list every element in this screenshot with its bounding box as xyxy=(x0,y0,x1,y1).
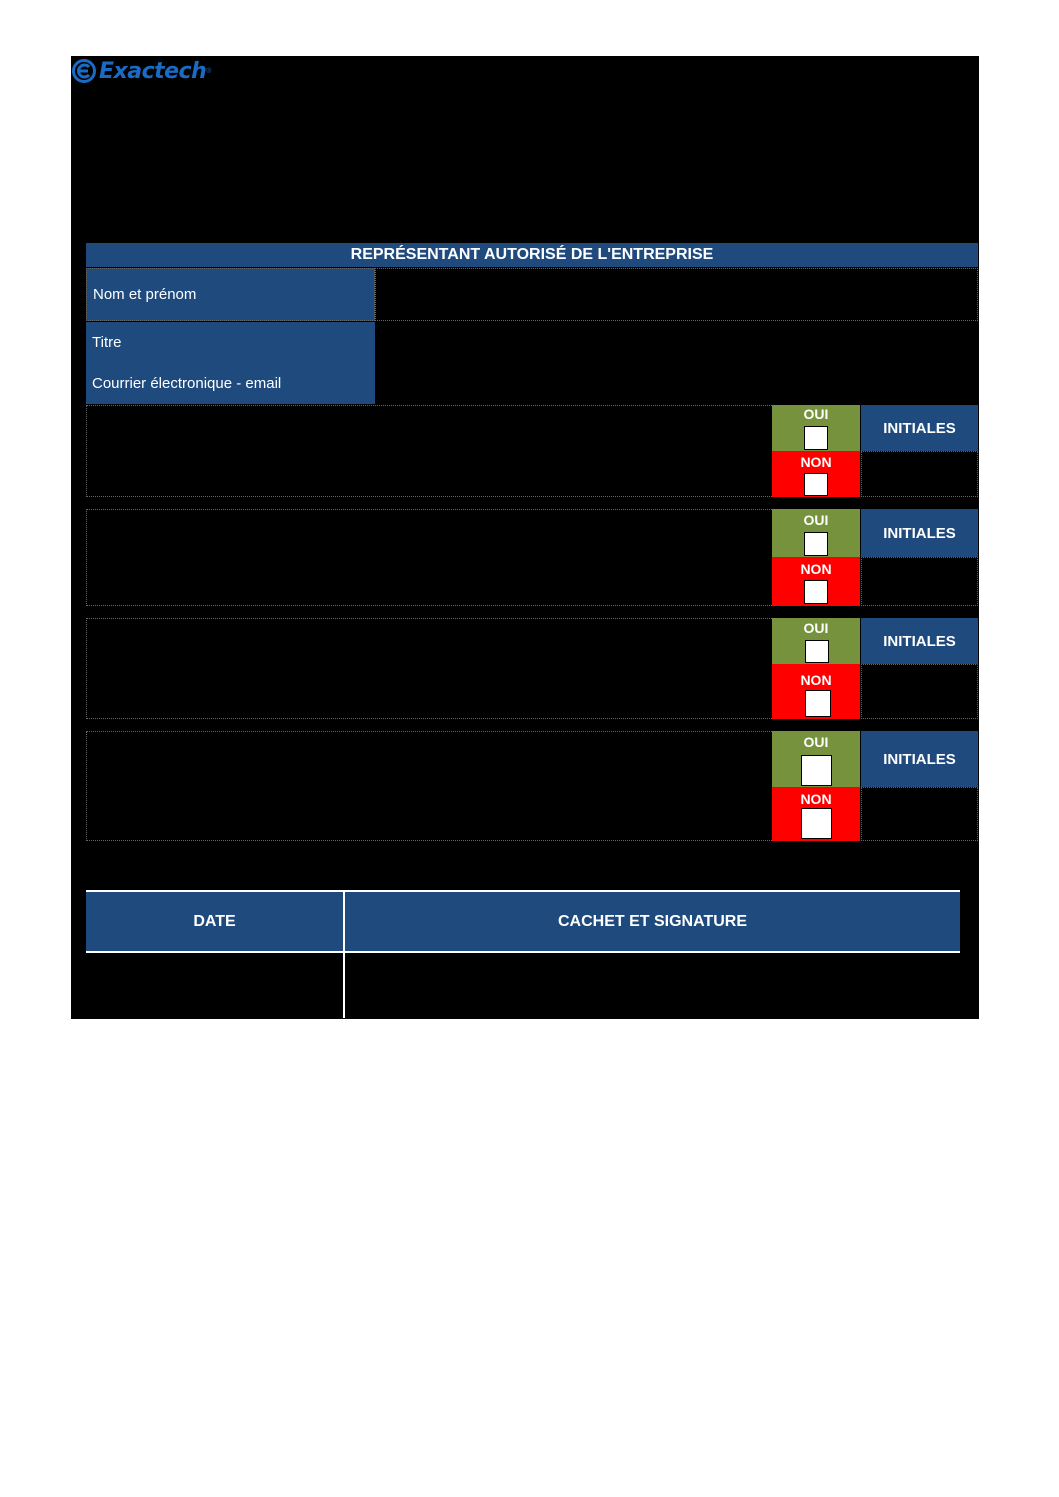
yes-label: OUI xyxy=(803,406,829,422)
initials-field-4[interactable] xyxy=(861,787,978,841)
name-field[interactable] xyxy=(375,268,978,321)
yes-checkbox-2[interactable] xyxy=(804,532,828,556)
company-logo xyxy=(72,57,211,85)
no-label: NON xyxy=(800,672,832,688)
no-label: NON xyxy=(800,454,832,470)
initials-label-2: INITIALES xyxy=(861,509,978,557)
initials-field-2[interactable] xyxy=(861,557,978,606)
no-checkbox-4[interactable] xyxy=(801,808,832,839)
email-field[interactable] xyxy=(375,362,978,404)
no-checkbox-3[interactable] xyxy=(805,690,831,717)
logo-registered-mark: ® xyxy=(206,67,212,75)
yes-label: OUI xyxy=(803,620,829,636)
exactech-logo-icon xyxy=(72,59,96,83)
no-label: NON xyxy=(800,561,832,577)
no-option-2 xyxy=(772,557,860,606)
date-header: DATE xyxy=(86,892,343,951)
yes-label: OUI xyxy=(803,512,829,528)
initials-label-3: INITIALES xyxy=(861,618,978,664)
title-label: Titre xyxy=(86,322,375,362)
yes-option-3 xyxy=(772,618,860,664)
email-label: Courrier électronique - email xyxy=(86,362,375,404)
no-option-1 xyxy=(772,451,860,497)
stamp-signature-header: CACHET ET SIGNATURE xyxy=(345,892,960,951)
initials-label-1: INITIALES xyxy=(861,405,978,451)
no-checkbox-1[interactable] xyxy=(804,473,828,496)
initials-field-1[interactable] xyxy=(861,451,978,497)
initials-label-4: INITIALES xyxy=(861,731,978,787)
yes-checkbox-3[interactable] xyxy=(805,640,829,663)
title-field[interactable] xyxy=(375,322,978,362)
yes-option-2 xyxy=(772,509,860,557)
yes-option-1 xyxy=(772,405,860,451)
logo-text: Exactech xyxy=(99,58,207,84)
yes-checkbox-1[interactable] xyxy=(804,426,828,450)
no-option-4 xyxy=(772,787,860,841)
date-field[interactable] xyxy=(86,953,343,1018)
yes-label: OUI xyxy=(803,734,829,750)
no-label: NON xyxy=(800,791,832,807)
yes-checkbox-4[interactable] xyxy=(801,755,832,786)
initials-field-3[interactable] xyxy=(861,664,978,719)
no-checkbox-2[interactable] xyxy=(804,580,828,604)
stamp-signature-field[interactable] xyxy=(345,953,960,1018)
name-label: Nom et prénom xyxy=(86,268,375,321)
no-option-3 xyxy=(772,664,860,719)
yes-option-4 xyxy=(772,731,860,787)
company-rep-heading: REPRÉSENTANT AUTORISÉ DE L'ENTREPRISE xyxy=(86,243,978,267)
